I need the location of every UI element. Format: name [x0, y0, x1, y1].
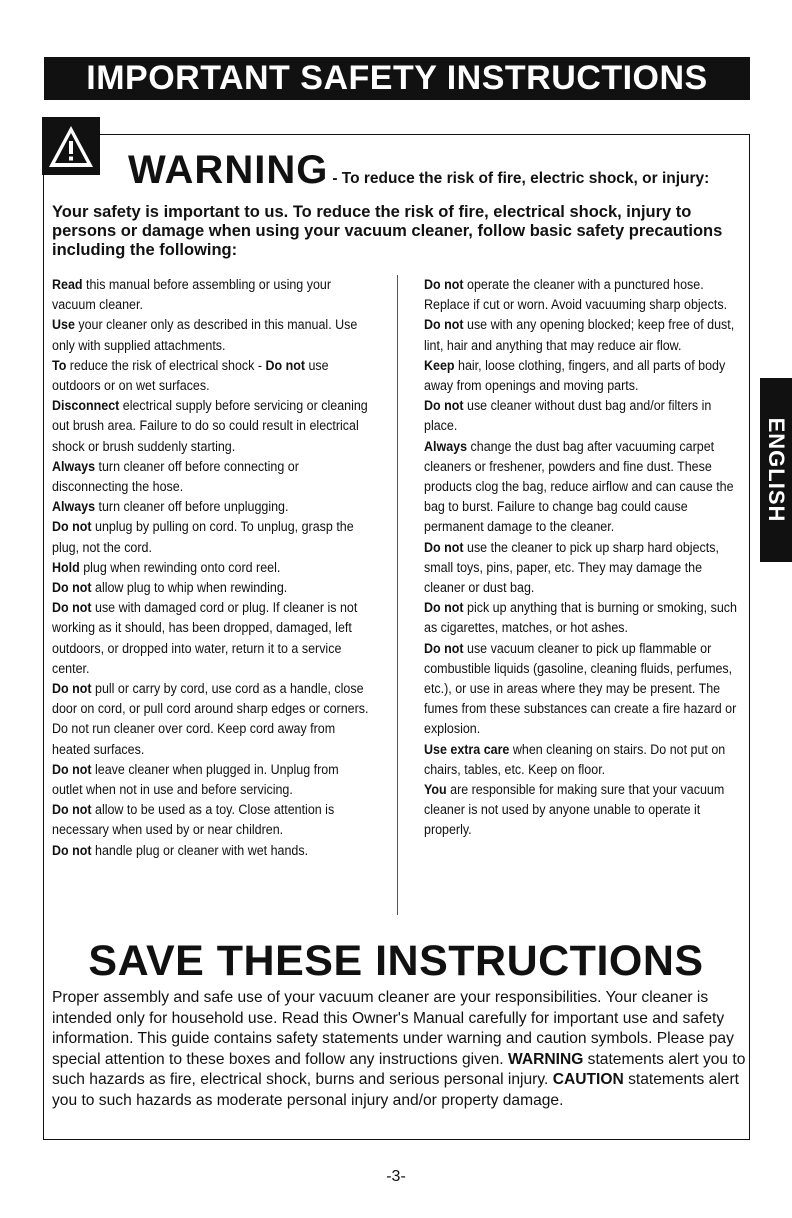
save-text-2: statements alert you to such hazards as fire, electrical shock, burns and serious personal injury.: [52, 1050, 746, 1088]
instruction-item: [424, 437, 741, 538]
instruction-item: [52, 396, 369, 457]
instruction-item: [52, 598, 369, 679]
instruction-text: unplug by pulling on cord. To unplug, grasp the plug, not the cord.: [52, 519, 354, 556]
instruction-text: plug when rewinding onto cord reel.: [79, 559, 281, 576]
instruction-text: use cleaner without dust bag and/or filters in place.: [424, 398, 712, 435]
instruction-item: [52, 578, 369, 598]
save-text-3: statements alert you to such hazards as moderate personal injury and/or property damage.: [52, 1071, 740, 1109]
instruction-item: [52, 558, 369, 578]
caution-keyword: CAUTION: [552, 1071, 624, 1088]
warning-heading: [128, 148, 709, 193]
save-instructions-title: SAVE THESE INSTRUCTIONS: [88, 937, 704, 985]
instruction-lead: Do not: [52, 600, 92, 617]
warning-triangle-icon: [42, 117, 100, 175]
instruction-text: reduce the risk of electrical shock -: [66, 357, 266, 374]
instruction-lead: Always: [424, 438, 468, 455]
instruction-lead: Do not: [424, 640, 464, 657]
instruction-item: [424, 275, 741, 315]
instruction-lead: Hold: [52, 559, 80, 576]
instruction-item: [52, 275, 369, 315]
column-divider: [397, 275, 398, 915]
instruction-item: [424, 356, 741, 396]
instruction-item: [424, 538, 741, 599]
instruction-text: allow plug to whip when rewinding.: [91, 580, 288, 597]
instruction-item: [52, 356, 369, 396]
instruction-text: leave cleaner when plugged in. Unplug from outlet when not in use and before servicing.: [52, 761, 339, 799]
instruction-text: operate the cleaner with a punctured hose. Replace if cut or worn. Avoid vacuuming sharp objects.: [424, 277, 728, 314]
instruction-lead: Always: [52, 499, 96, 516]
instruction-text: use vacuum cleaner to pick up flammable or combustible liquids (gasoline, cleaning fluids, perfumes, etc.), or use in areas where they may be present. The fumes from these substances can create a fire hazard or explosion.: [424, 640, 737, 738]
instruction-item: [52, 760, 369, 800]
instruction-lead: Do not: [52, 842, 92, 859]
instruction-text: are responsible for making sure that your vacuum cleaner is not used by anyone unable to operate it properly.: [424, 782, 725, 839]
instruction-lead: Do not: [424, 277, 464, 293]
save-instructions-body: [52, 988, 752, 1111]
instruction-lead: Read: [52, 277, 83, 293]
instruction-lead: Do not: [52, 580, 92, 597]
page-number: -3-: [386, 1168, 406, 1185]
instruction-lead: Do not: [424, 317, 464, 334]
instruction-lead: Disconnect: [52, 398, 120, 415]
instruction-lead: Do not: [52, 681, 92, 698]
instruction-text: handle plug or cleaner with wet hands.: [91, 842, 309, 859]
instruction-item: [52, 497, 369, 517]
instruction-lead: Do not: [52, 802, 92, 819]
instruction-item: [424, 639, 741, 740]
instruction-text: change the dust bag after vacuuming carpet cleaners or freshener, powders and fine dust. These products clog the bag, reduce airflow and can cause the bag to burst. Failure to change bag could cause permanent damage to the cleaner.: [424, 438, 734, 536]
instruction-text: turn cleaner off before unplugging.: [95, 499, 289, 516]
instruction-item: [52, 517, 369, 557]
instruction-item: [52, 457, 369, 497]
instruction-lead: Keep: [424, 357, 455, 374]
instruction-lead: Always: [52, 458, 96, 475]
instruction-lead: Do not: [424, 600, 464, 617]
warning-word: WARNING: [128, 148, 329, 192]
instruction-lead: Do not: [424, 398, 464, 415]
instruction-item: [52, 315, 369, 355]
instruction-text: your cleaner only as described in this manual. Use only with supplied attachments.: [52, 317, 358, 354]
instruction-item: [52, 800, 369, 840]
instruction-lead: Do not: [424, 539, 464, 556]
instruction-text: use with any opening blocked; keep free of dust, lint, hair and anything that may reduce air flow.: [424, 317, 735, 354]
instruction-item: [424, 598, 741, 638]
instruction-text: hair, loose clothing, fingers, and all parts of body away from openings and moving parts.: [424, 357, 726, 395]
instruction-item: [424, 396, 741, 436]
instruction-text: use with damaged cord or plug. If cleaner is not working as it should, has been dropped, damaged, left outdoors, or dropped into water, return it to a service center.: [52, 600, 358, 677]
instruction-text: pull or carry by cord, use cord as a handle, close door on cord, or pull cord around sharp edges or corners. Do not run cleaner over cord. Keep cord away from heated surfaces.: [52, 681, 369, 758]
instruction-text: use outdoors or on wet surfaces.: [52, 357, 329, 395]
instruction-lead: Do not: [265, 357, 306, 374]
save-text-1: Proper assembly and safe use of your vacuum cleaner are your responsibilities. Your cleaner is intended only for household use. Read this Owner's Manual carefully for important use and safety information. This guide contains safety statements under warning and caution symbols. Please pay special attention to these boxes and follow any instructions given.: [52, 989, 734, 1068]
instruction-lead: Do not: [52, 761, 92, 778]
instruction-item: [52, 841, 369, 861]
instruction-text: electrical supply before servicing or cleaning out brush area. Failure to do so could result in electrical shock or brush suddenly starting.: [52, 398, 368, 455]
instruction-lead: You: [424, 782, 447, 799]
left-instructions: [52, 275, 369, 861]
instruction-text: use the cleaner to pick up sharp hard objects, small toys, pins, paper, etc. They may damage the cleaner or dust bag.: [424, 539, 719, 597]
instruction-lead: Use extra care: [424, 741, 510, 758]
instruction-item: [424, 315, 741, 355]
instruction-item: [52, 679, 369, 760]
warning-subtitle: - To reduce the risk of fire, electric shock, or injury:: [332, 170, 710, 187]
instruction-item: [424, 740, 741, 780]
instruction-lead: Do not: [52, 519, 92, 536]
instruction-lead: Use: [52, 317, 75, 334]
right-instructions: [424, 275, 741, 841]
intro-paragraph: Your safety is important to us. To reduce the risk of fire, electrical shock, injury to persons or damage when using your vacuum cleaner, follow basic safety precautions including the following:: [52, 203, 723, 259]
warning-keyword: WARNING: [507, 1050, 584, 1068]
instruction-text: this manual before assembling or using your vacuum cleaner.: [52, 277, 331, 314]
instruction-lead: To: [52, 357, 67, 374]
instruction-item: [424, 780, 741, 841]
instruction-text: turn cleaner off before connecting or disconnecting the hose.: [52, 458, 299, 496]
instruction-text: allow to be used as a toy. Close attention is necessary when used by or near children.: [52, 802, 335, 839]
instruction-text: when cleaning on stairs. Do not put on chairs, tables, etc. Keep on floor.: [424, 741, 726, 778]
instruction-text: pick up anything that is burning or smoking, such as cigarettes, matches, or hot ashes.: [424, 600, 737, 637]
english-tab-label: ENGLISH: [764, 417, 789, 523]
page-banner: IMPORTANT SAFETY INSTRUCTIONS: [44, 57, 750, 100]
